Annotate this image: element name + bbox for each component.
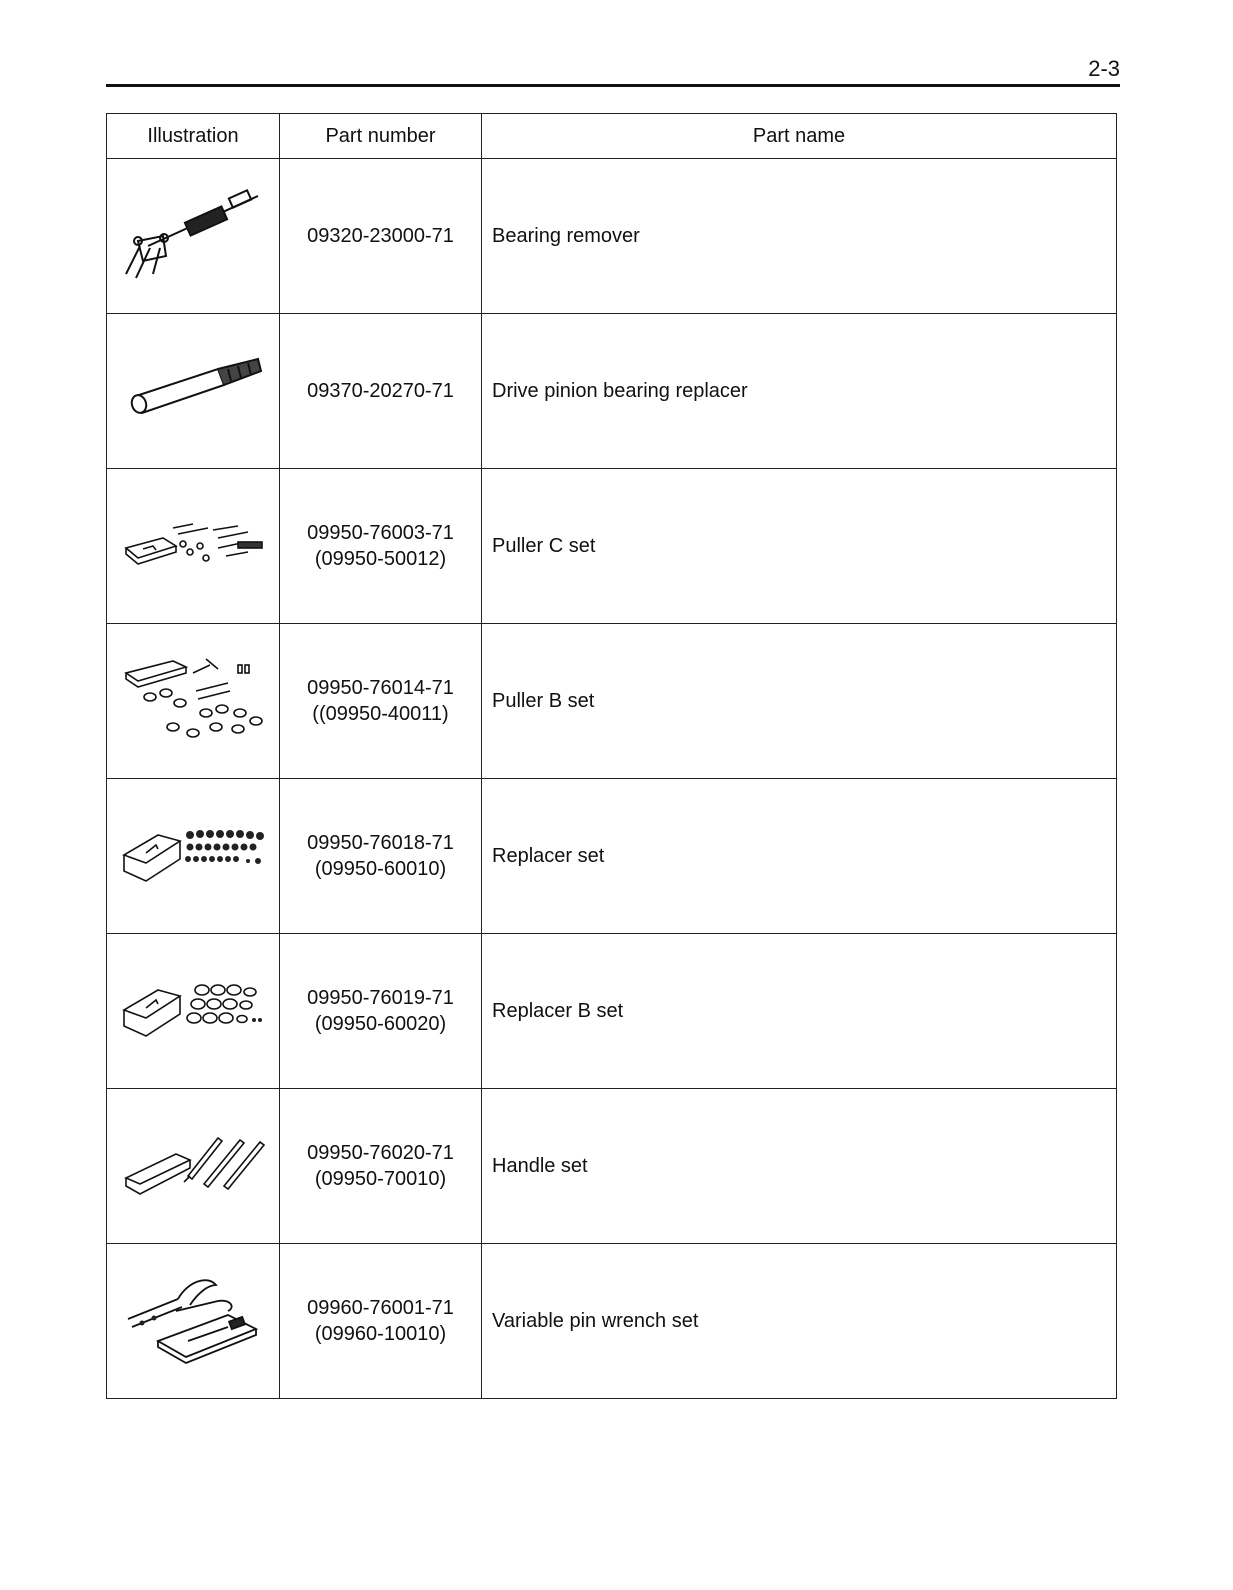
variable-pin-wrench-set-icon: [118, 1271, 268, 1371]
drive-pinion-bearing-replacer-icon: [118, 351, 268, 431]
alt-part-number: (09960-10010): [314, 1323, 447, 1345]
illustration-cell: [107, 779, 280, 934]
table-row: [107, 779, 1117, 934]
table-row: [107, 159, 1117, 314]
part-name: Bearing remover: [482, 159, 1117, 314]
header-rule: [106, 84, 1120, 87]
alt-part-number: ((09950-40011): [312, 703, 449, 725]
part-number: 09950-76019-71: [307, 987, 454, 1009]
part-number: 09950-76014-71: [307, 677, 454, 699]
table-row: [107, 934, 1117, 1089]
illustration-cell: [107, 159, 280, 314]
replacer-set-icon: [118, 821, 268, 891]
handle-set-icon: [118, 1126, 268, 1206]
part-number-cell: [280, 624, 482, 779]
part-name: Variable pin wrench set: [482, 1244, 1117, 1399]
part-name: Puller B set: [482, 624, 1117, 779]
header-illustration: Illustration: [107, 114, 280, 159]
part-name: Handle set: [482, 1089, 1117, 1244]
table-row: [107, 1089, 1117, 1244]
part-number-cell: [280, 1244, 482, 1399]
page-number: 2-3: [1088, 56, 1120, 81]
illustration-cell: [107, 1089, 280, 1244]
puller-c-set-icon: [118, 516, 268, 576]
part-number: 09320-23000-71: [307, 225, 454, 247]
part-number-cell: [280, 314, 482, 469]
header-part-number: Part number: [280, 114, 482, 159]
alt-part-number: (09950-70010): [314, 1168, 447, 1190]
illustration-cell: [107, 934, 280, 1089]
header-part-name: Part name: [482, 114, 1117, 159]
part-number-cell: [280, 779, 482, 934]
illustration-cell: [107, 624, 280, 779]
table-row: [107, 469, 1117, 624]
part-name: Drive pinion bearing replacer: [482, 314, 1117, 469]
puller-b-set-icon: [118, 651, 268, 751]
parts-table: [106, 113, 1117, 1399]
header-row: [107, 114, 1117, 159]
replacer-b-set-icon: [118, 976, 268, 1046]
part-name: Replacer B set: [482, 934, 1117, 1089]
part-name: Puller C set: [482, 469, 1117, 624]
illustration-cell: [107, 314, 280, 469]
table-row: [107, 1244, 1117, 1399]
illustration-cell: [107, 469, 280, 624]
part-name: Replacer set: [482, 779, 1117, 934]
part-number-cell: [280, 1089, 482, 1244]
part-number: 09370-20270-71: [307, 380, 454, 402]
part-number: 09960-76001-71: [307, 1297, 454, 1319]
part-number-cell: [280, 934, 482, 1089]
part-number-cell: [280, 159, 482, 314]
part-number: 09950-76003-71: [307, 522, 454, 544]
table-row: [107, 624, 1117, 779]
illustration-cell: [107, 1244, 280, 1399]
part-number: 09950-76020-71: [307, 1142, 454, 1164]
part-number-cell: [280, 469, 482, 624]
part-number: 09950-76018-71: [307, 832, 454, 854]
alt-part-number: (09950-60020): [314, 1013, 447, 1035]
table-row: [107, 314, 1117, 469]
alt-part-number: (09950-50012): [314, 548, 447, 570]
bearing-remover-icon: [118, 186, 268, 286]
alt-part-number: (09950-60010): [314, 858, 447, 880]
